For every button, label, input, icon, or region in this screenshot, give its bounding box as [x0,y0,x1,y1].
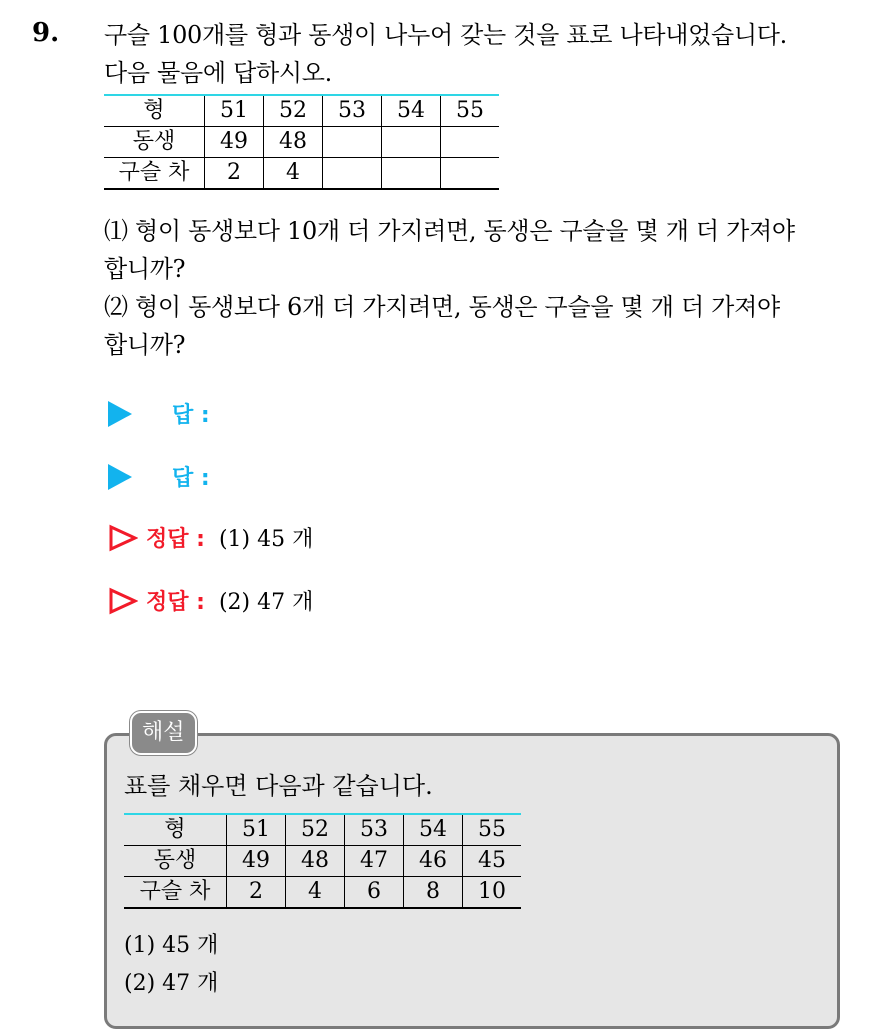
play-triangle-icon [108,401,132,427]
answer-label: 답 : [172,403,210,428]
subquestion-2-line-1: ⑵ 형이 동생보다 6개 더 가지려면, 동생은 구슬을 몇 개 더 가져야 [104,293,780,321]
table-cell: 2 [205,158,264,190]
table-row [124,877,521,909]
answer-row-1 [108,398,210,432]
correct-label: 정답 : [146,527,205,552]
row-label: 동생 [124,846,227,877]
question-number: 9. [32,18,60,48]
table-cell: 54 [382,95,441,127]
table-row [104,95,499,127]
table-cell: 4 [264,158,323,190]
table-cell: 46 [404,846,463,877]
table-cell: 10 [463,877,522,909]
table-cell: 2 [227,877,286,909]
subquestion-2 [104,288,780,364]
explanation-answer-2: (2) 47 개 [124,971,219,996]
table-cell: 55 [441,95,500,127]
table-cell [323,158,382,190]
table-cell: 4 [286,877,345,909]
table-cell [323,127,382,158]
table-cell: 52 [264,95,323,127]
table-cell: 55 [463,814,522,846]
explanation-tab: 해설 [130,711,197,755]
table-cell: 52 [286,814,345,846]
correct-answer-row-1 [108,522,313,556]
explanation-intro: 표를 채우면 다음과 같습니다. [124,772,433,800]
table-cell [382,127,441,158]
explanation-answer-1: (1) 45 개 [124,933,219,958]
subquestion-2-line-2: 합니까? [104,331,186,359]
answer-label: 답 : [172,466,210,491]
table-cell: 6 [345,877,404,909]
table-cell: 48 [286,846,345,877]
table-row [124,846,521,877]
correct-answer-row-2 [108,585,313,619]
table-row [124,814,521,846]
row-label: 구슬 차 [124,877,227,909]
correct-value: (2) 47 개 [218,590,314,615]
question-line-2: 다음 물음에 답하시오. [104,59,332,87]
table-cell: 51 [227,814,286,846]
row-label: 동생 [104,127,205,158]
question-text [104,16,787,92]
table-cell: 49 [205,127,264,158]
table-cell: 54 [404,814,463,846]
table-cell: 49 [227,846,286,877]
correct-value: (1) 45 개 [218,527,314,552]
correct-label: 정답 : [146,590,205,615]
table-cell [441,127,500,158]
table-cell: 45 [463,846,522,877]
outline-triangle-icon [108,587,138,615]
table-cell [441,158,500,190]
outline-triangle-icon [108,524,138,552]
question-line-1: 구슬 100개를 형과 동생이 나누어 갖는 것을 표로 나타내었습니다. [104,21,787,49]
table-row [104,127,499,158]
row-label: 형 [104,95,205,127]
table-row [104,158,499,190]
table-cell: 53 [345,814,404,846]
answer-row-2 [108,461,210,495]
subquestion-1-line-1: ⑴ 형이 동생보다 10개 더 가지려면, 동생은 구슬을 몇 개 더 가져야 [104,217,795,245]
explanation-table [124,813,521,909]
subquestion-1-line-2: 합니까? [104,255,186,283]
table-cell: 51 [205,95,264,127]
row-label: 구슬 차 [104,158,205,190]
table-cell: 8 [404,877,463,909]
table-cell: 48 [264,127,323,158]
table-cell: 47 [345,846,404,877]
play-triangle-icon [108,464,132,490]
table-cell: 53 [323,95,382,127]
row-label: 형 [124,814,227,846]
data-table [104,94,499,190]
table-cell [382,158,441,190]
subquestion-1 [104,212,795,288]
